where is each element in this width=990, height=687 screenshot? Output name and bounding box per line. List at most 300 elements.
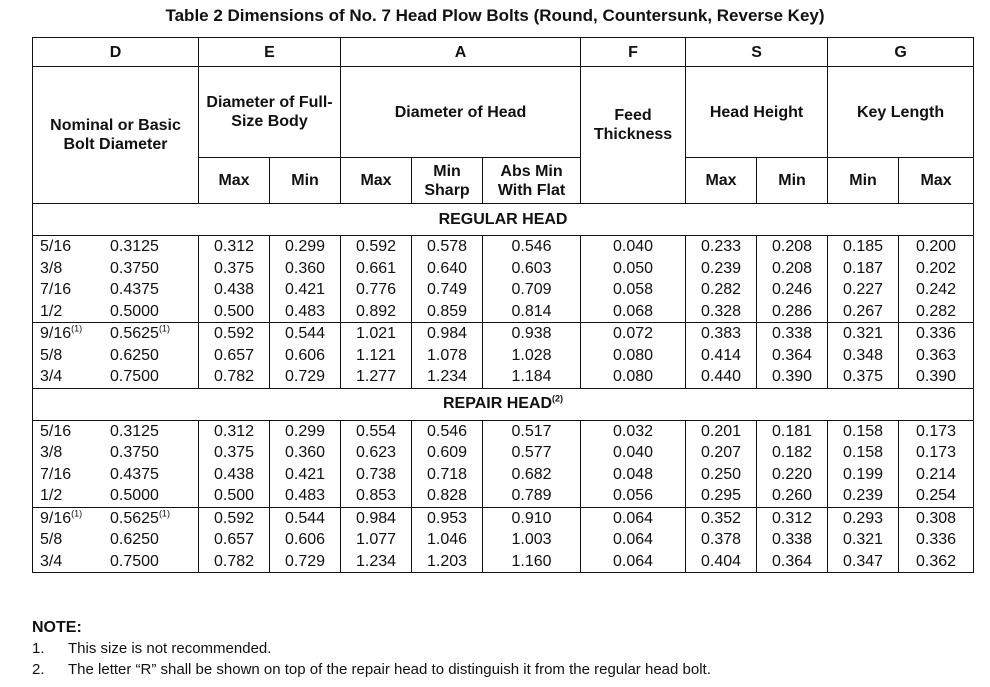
value-cell-e-max xyxy=(199,507,270,573)
value-a-min-sharp: 0.718 xyxy=(426,465,468,483)
value-f-max: 0.080 xyxy=(612,368,654,385)
header-a-abs-min: Abs Min With Flat xyxy=(483,158,581,204)
value-f-max: 0.080 xyxy=(612,346,654,364)
value-s-max: 0.282 xyxy=(700,281,742,298)
fraction-size-text: 7/16 xyxy=(40,281,72,298)
value-s-max: 0.250 xyxy=(700,465,742,483)
decimal-size-text: 0.6250 xyxy=(110,346,159,364)
nominal-diameter-cell xyxy=(33,236,199,323)
note-item xyxy=(32,638,711,659)
value-g-min: 0.375 xyxy=(843,368,884,385)
decimal-size-text: 0.3125 xyxy=(110,422,159,440)
value-f-max: 0.072 xyxy=(612,325,654,342)
value-a-abs-min: 0.546 xyxy=(511,238,552,255)
value-cell-s-min xyxy=(757,323,828,389)
value-a-abs-min: 1.160 xyxy=(511,552,552,570)
decimal-size-text: 0.5000 xyxy=(110,487,159,504)
value-cell-g-min xyxy=(828,236,899,323)
fraction-size-text: 5/16 xyxy=(40,422,72,440)
value-cell-s-max xyxy=(686,420,757,507)
value-cell-f-max xyxy=(581,323,686,389)
decimal-size xyxy=(110,442,190,464)
value-cell-a-min-sharp xyxy=(412,420,483,507)
value-cell-a-max xyxy=(341,420,412,507)
value-a-min-sharp: 0.859 xyxy=(426,302,468,320)
value-e-min: 0.483 xyxy=(284,487,326,504)
value-cell-f-max xyxy=(581,236,686,323)
nominal-diameter-line xyxy=(33,485,198,507)
value-g-min: 0.158 xyxy=(843,444,884,461)
fraction-size xyxy=(33,236,110,258)
value-e-min: 0.729 xyxy=(284,552,326,570)
value-f-max: 0.058 xyxy=(612,281,654,298)
section-label-text: REGULAR HEAD xyxy=(438,210,568,228)
value-f-max: 0.048 xyxy=(612,465,654,483)
value-s-min: 0.364 xyxy=(772,552,813,570)
decimal-size-text: 0.7500 xyxy=(110,552,159,570)
nominal-diameter-line xyxy=(33,442,198,464)
value-cell-s-min xyxy=(757,236,828,323)
value-a-max: 0.892 xyxy=(355,302,397,320)
value-a-min-sharp: 0.984 xyxy=(426,325,468,342)
value-cell-g-min xyxy=(828,323,899,389)
value-e-min: 0.299 xyxy=(284,422,326,440)
value-e-max: 0.312 xyxy=(213,238,255,255)
value-a-min-sharp: 0.749 xyxy=(426,281,468,298)
header-nominal-diameter: Nominal or Basic Bolt Diameter xyxy=(33,67,199,204)
value-e-max: 0.657 xyxy=(213,531,255,548)
value-cell-s-max xyxy=(686,323,757,389)
fraction-size xyxy=(33,301,110,323)
value-a-min-sharp: 1.046 xyxy=(426,531,468,548)
decimal-size-text: 0.7500 xyxy=(110,368,159,385)
nominal-diameter-line xyxy=(33,529,198,551)
value-a-abs-min: 0.814 xyxy=(511,302,552,320)
header-s-min: Min xyxy=(757,158,828,204)
value-s-max: 0.207 xyxy=(700,444,742,461)
value-s-max: 0.383 xyxy=(700,325,742,342)
decimal-footnote-ref: (1) xyxy=(158,508,170,519)
value-a-max: 0.853 xyxy=(355,487,397,504)
value-s-max: 0.328 xyxy=(700,302,742,320)
value-a-max: 0.661 xyxy=(355,259,397,277)
value-s-min: 0.208 xyxy=(772,238,813,255)
value-cell-a-max xyxy=(341,507,412,573)
value-a-max: 1.021 xyxy=(355,325,397,342)
value-a-max: 0.592 xyxy=(355,238,397,255)
decimal-size xyxy=(110,508,190,530)
col-letter-g: G xyxy=(828,38,974,67)
nominal-diameter-line xyxy=(33,508,198,530)
value-a-max: 1.077 xyxy=(355,531,397,548)
note-number: 1. xyxy=(32,640,45,657)
value-s-max: 0.378 xyxy=(700,531,742,548)
fraction-size xyxy=(33,345,110,367)
nominal-diameter-line xyxy=(33,279,198,301)
value-g-max: 0.362 xyxy=(916,552,957,570)
col-letter-a: A xyxy=(341,38,581,67)
nominal-diameter-line xyxy=(33,421,198,443)
fraction-size-text: 1/2 xyxy=(40,302,63,320)
dimensions-table xyxy=(32,37,974,573)
value-f-max: 0.064 xyxy=(612,509,654,527)
value-a-min-sharp: 0.828 xyxy=(426,487,468,504)
value-e-max: 0.438 xyxy=(213,465,255,483)
value-g-max: 0.363 xyxy=(916,346,957,364)
value-e-max: 0.500 xyxy=(213,487,255,504)
value-s-max: 0.233 xyxy=(700,238,742,255)
value-cell-s-min xyxy=(757,507,828,573)
value-cell-g-min xyxy=(828,507,899,573)
value-f-max: 0.056 xyxy=(612,487,654,504)
value-cell-e-min xyxy=(270,507,341,573)
decimal-size xyxy=(110,421,190,443)
value-a-max: 0.738 xyxy=(355,465,397,483)
value-e-max: 0.375 xyxy=(213,444,255,461)
value-s-max: 0.239 xyxy=(700,259,742,277)
value-e-min: 0.421 xyxy=(284,465,326,483)
value-e-max: 0.500 xyxy=(213,302,255,320)
decimal-size-text: 0.6250 xyxy=(110,531,159,548)
fraction-size-text: 9/16 xyxy=(40,509,72,527)
table-row-group xyxy=(33,323,974,389)
value-f-max: 0.050 xyxy=(612,259,654,277)
decimal-size-text: 0.3750 xyxy=(110,444,159,461)
fraction-size-text: 5/8 xyxy=(40,346,63,364)
value-a-min-sharp: 0.609 xyxy=(426,444,468,461)
value-g-min: 0.239 xyxy=(843,487,884,504)
value-cell-g-max xyxy=(899,420,974,507)
decimal-size xyxy=(110,301,190,323)
decimal-size-text: 0.4375 xyxy=(110,465,159,483)
table-title: Table 2 Dimensions of No. 7 Head Plow Bolts (Round, Countersunk, Reverse Key) xyxy=(165,6,825,25)
value-s-min: 0.390 xyxy=(772,368,813,385)
value-g-max: 0.173 xyxy=(916,444,957,461)
value-s-max: 0.414 xyxy=(700,346,742,364)
value-a-max: 1.277 xyxy=(355,368,397,385)
value-cell-e-min xyxy=(270,236,341,323)
value-cell-a-max xyxy=(341,236,412,323)
notes xyxy=(32,617,711,680)
header-e-min: Min xyxy=(270,158,341,204)
decimal-size xyxy=(110,345,190,367)
nominal-diameter-cell xyxy=(33,323,199,389)
note-text: This size is not recommended. xyxy=(68,640,272,657)
value-e-max: 0.592 xyxy=(213,325,255,342)
value-g-max: 0.390 xyxy=(916,368,957,385)
value-a-abs-min: 0.938 xyxy=(511,325,552,342)
section-label-text: REPAIR HEAD xyxy=(443,395,553,412)
fraction-footnote-ref: (1) xyxy=(71,323,83,334)
fraction-size xyxy=(33,508,110,530)
value-s-max: 0.352 xyxy=(700,509,742,527)
fraction-size-text: 3/4 xyxy=(40,368,63,385)
value-cell-g-min xyxy=(828,420,899,507)
decimal-size xyxy=(110,551,190,573)
value-e-min: 0.483 xyxy=(284,302,326,320)
value-f-max: 0.040 xyxy=(612,238,654,255)
value-a-min-sharp: 0.640 xyxy=(426,259,468,277)
value-g-max: 0.254 xyxy=(916,487,957,504)
fraction-size-text: 3/4 xyxy=(40,552,63,570)
value-g-min: 0.199 xyxy=(843,465,884,483)
value-e-min: 0.360 xyxy=(284,259,326,277)
column-name-row xyxy=(33,67,974,158)
value-cell-s-min xyxy=(757,420,828,507)
nominal-diameter-line xyxy=(33,366,198,388)
decimal-size xyxy=(110,485,190,507)
value-g-max: 0.173 xyxy=(916,422,957,440)
col-letter-e: E xyxy=(199,38,341,67)
decimal-size-text: 0.5000 xyxy=(110,302,159,320)
value-g-max: 0.336 xyxy=(916,325,957,342)
value-cell-a-min-sharp xyxy=(412,323,483,389)
value-a-max: 0.623 xyxy=(355,444,397,461)
value-cell-a-abs-min xyxy=(483,420,581,507)
value-g-max: 0.336 xyxy=(916,531,957,548)
value-e-min: 0.729 xyxy=(284,368,326,385)
value-a-max: 1.121 xyxy=(355,346,397,364)
value-cell-a-min-sharp xyxy=(412,507,483,573)
value-e-min: 0.544 xyxy=(284,325,326,342)
value-cell-a-abs-min xyxy=(483,236,581,323)
header-feed-thickness: Feed Thickness xyxy=(581,67,686,204)
header-a-min-sharp: Min Sharp xyxy=(412,158,483,204)
value-a-abs-min: 1.184 xyxy=(511,368,552,385)
value-s-min: 0.182 xyxy=(772,444,813,461)
value-e-max: 0.312 xyxy=(213,422,255,440)
value-cell-g-max xyxy=(899,236,974,323)
value-cell-a-abs-min xyxy=(483,507,581,573)
value-g-min: 0.293 xyxy=(843,509,884,527)
note-number: 2. xyxy=(32,661,45,678)
col-letter-d: D xyxy=(33,38,199,67)
fraction-size-text: 5/16 xyxy=(40,238,72,255)
value-s-min: 0.220 xyxy=(772,465,813,483)
value-e-min: 0.606 xyxy=(284,531,326,548)
value-a-max: 0.984 xyxy=(355,509,397,527)
value-a-abs-min: 0.603 xyxy=(511,259,552,277)
value-e-min: 0.421 xyxy=(284,281,326,298)
header-body-diameter: Diameter of Full-Size Body xyxy=(199,67,341,158)
fraction-size xyxy=(33,279,110,301)
value-e-min: 0.606 xyxy=(284,346,326,364)
header-g-min: Min xyxy=(828,158,899,204)
value-cell-f-max xyxy=(581,420,686,507)
value-g-min: 0.227 xyxy=(843,281,884,298)
value-s-min: 0.260 xyxy=(772,487,813,504)
value-s-min: 0.286 xyxy=(772,302,813,320)
value-cell-a-max xyxy=(341,323,412,389)
decimal-size-text: 0.5625 xyxy=(110,509,159,527)
decimal-size xyxy=(110,529,190,551)
value-cell-e-min xyxy=(270,420,341,507)
header-g-max: Max xyxy=(899,158,974,204)
value-f-max: 0.032 xyxy=(612,422,654,440)
decimal-size xyxy=(110,258,190,280)
section-label xyxy=(33,204,974,236)
section-label xyxy=(33,388,974,420)
value-e-max: 0.657 xyxy=(213,346,255,364)
value-a-abs-min: 1.003 xyxy=(511,531,552,548)
value-cell-e-max xyxy=(199,236,270,323)
value-g-min: 0.185 xyxy=(843,238,884,255)
value-f-max: 0.040 xyxy=(612,444,654,461)
table-row-group xyxy=(33,420,974,507)
nominal-diameter-cell xyxy=(33,420,199,507)
value-g-max: 0.214 xyxy=(916,465,957,483)
fraction-size xyxy=(33,529,110,551)
value-a-abs-min: 0.577 xyxy=(511,444,552,461)
value-s-min: 0.181 xyxy=(772,422,813,440)
value-cell-s-max xyxy=(686,236,757,323)
value-e-max: 0.375 xyxy=(213,259,255,277)
nominal-diameter-cell xyxy=(33,507,199,573)
value-cell-a-abs-min xyxy=(483,323,581,389)
value-f-max: 0.064 xyxy=(612,552,654,570)
decimal-size xyxy=(110,323,190,345)
value-a-abs-min: 0.517 xyxy=(511,422,552,440)
value-a-min-sharp: 0.578 xyxy=(426,238,468,255)
value-s-min: 0.246 xyxy=(772,281,813,298)
value-f-max: 0.068 xyxy=(612,302,654,320)
header-key-length: Key Length xyxy=(828,67,974,158)
value-a-abs-min: 1.028 xyxy=(511,346,552,364)
value-a-max: 0.776 xyxy=(355,281,397,298)
column-letter-row xyxy=(33,38,974,67)
fraction-size xyxy=(33,464,110,486)
value-s-min: 0.338 xyxy=(772,325,813,342)
notes-heading: NOTE: xyxy=(32,619,82,636)
decimal-footnote-ref: (1) xyxy=(158,323,170,334)
value-cell-s-max xyxy=(686,507,757,573)
note-item xyxy=(32,659,711,680)
value-e-max: 0.782 xyxy=(213,552,255,570)
value-s-max: 0.440 xyxy=(700,368,742,385)
header-head-height: Head Height xyxy=(686,67,828,158)
value-g-min: 0.348 xyxy=(843,346,884,364)
value-g-min: 0.187 xyxy=(843,259,884,277)
value-e-max: 0.592 xyxy=(213,509,255,527)
section-footnote-ref: (2) xyxy=(552,393,564,404)
value-g-max: 0.202 xyxy=(916,259,957,277)
nominal-diameter-line xyxy=(33,323,198,345)
fraction-size-text: 7/16 xyxy=(40,465,72,483)
table-row-group xyxy=(33,507,974,573)
fraction-size-text: 5/8 xyxy=(40,531,63,548)
nominal-diameter-line xyxy=(33,345,198,367)
value-cell-f-max xyxy=(581,507,686,573)
value-a-abs-min: 0.682 xyxy=(511,465,552,483)
value-g-min: 0.321 xyxy=(843,531,884,548)
nominal-diameter-line xyxy=(33,464,198,486)
value-a-min-sharp: 1.203 xyxy=(426,552,468,570)
value-a-min-sharp: 1.078 xyxy=(426,346,468,364)
nominal-diameter-line xyxy=(33,236,198,258)
value-a-abs-min: 0.709 xyxy=(511,281,552,298)
fraction-size xyxy=(33,442,110,464)
fraction-size xyxy=(33,366,110,388)
value-a-abs-min: 0.789 xyxy=(511,487,552,504)
value-e-max: 0.782 xyxy=(213,368,255,385)
fraction-size-text: 3/8 xyxy=(40,259,63,277)
value-a-min-sharp: 1.234 xyxy=(426,368,468,385)
fraction-size xyxy=(33,485,110,507)
header-a-max: Max xyxy=(341,158,412,204)
decimal-size xyxy=(110,464,190,486)
decimal-size xyxy=(110,366,190,388)
section-header-row xyxy=(33,388,974,420)
value-s-max: 0.295 xyxy=(700,487,742,504)
value-f-max: 0.064 xyxy=(612,531,654,548)
table-row-group xyxy=(33,236,974,323)
value-s-max: 0.201 xyxy=(700,422,742,440)
fraction-size xyxy=(33,258,110,280)
fraction-size-text: 3/8 xyxy=(40,444,63,461)
value-cell-e-min xyxy=(270,323,341,389)
value-s-min: 0.364 xyxy=(772,346,813,364)
value-e-min: 0.299 xyxy=(284,238,326,255)
value-s-min: 0.312 xyxy=(772,509,813,527)
table-body xyxy=(33,204,974,573)
decimal-size-text: 0.3750 xyxy=(110,259,159,277)
value-g-max: 0.308 xyxy=(916,509,957,527)
note-text: The letter “R” shall be shown on top of the repair head to distinguish it from the regular head bolt. xyxy=(68,661,711,678)
section-header-row xyxy=(33,204,974,236)
fraction-size-text: 1/2 xyxy=(40,487,63,504)
decimal-size xyxy=(110,279,190,301)
col-letter-f: F xyxy=(581,38,686,67)
value-a-max: 0.554 xyxy=(355,422,397,440)
nominal-diameter-line xyxy=(33,258,198,280)
header-s-max: Max xyxy=(686,158,757,204)
fraction-size xyxy=(33,421,110,443)
value-g-max: 0.200 xyxy=(916,238,957,255)
fraction-size-text: 9/16 xyxy=(40,325,72,342)
col-letter-s: S xyxy=(686,38,828,67)
value-e-min: 0.360 xyxy=(284,444,326,461)
nominal-diameter-line xyxy=(33,551,198,573)
fraction-footnote-ref: (1) xyxy=(71,508,83,519)
value-a-min-sharp: 0.953 xyxy=(426,509,468,527)
value-e-max: 0.438 xyxy=(213,281,255,298)
value-g-max: 0.282 xyxy=(916,302,957,320)
decimal-size-text: 0.4375 xyxy=(110,281,159,298)
value-g-max: 0.242 xyxy=(916,281,957,298)
header-head-diameter: Diameter of Head xyxy=(341,67,581,158)
value-cell-e-max xyxy=(199,323,270,389)
value-cell-a-min-sharp xyxy=(412,236,483,323)
fraction-size xyxy=(33,323,110,345)
value-g-min: 0.267 xyxy=(843,302,884,320)
fraction-size xyxy=(33,551,110,573)
value-a-abs-min: 0.910 xyxy=(511,509,552,527)
value-cell-g-max xyxy=(899,323,974,389)
value-g-min: 0.158 xyxy=(843,422,884,440)
value-cell-e-max xyxy=(199,420,270,507)
header-e-max: Max xyxy=(199,158,270,204)
value-cell-g-max xyxy=(899,507,974,573)
value-g-min: 0.321 xyxy=(843,325,884,342)
value-s-min: 0.208 xyxy=(772,259,813,277)
value-s-max: 0.404 xyxy=(700,552,742,570)
nominal-diameter-line xyxy=(33,301,198,323)
decimal-size xyxy=(110,236,190,258)
value-s-min: 0.338 xyxy=(772,531,813,548)
decimal-size-text: 0.5625 xyxy=(110,325,159,342)
value-a-max: 1.234 xyxy=(355,552,397,570)
decimal-size-text: 0.3125 xyxy=(110,238,159,255)
